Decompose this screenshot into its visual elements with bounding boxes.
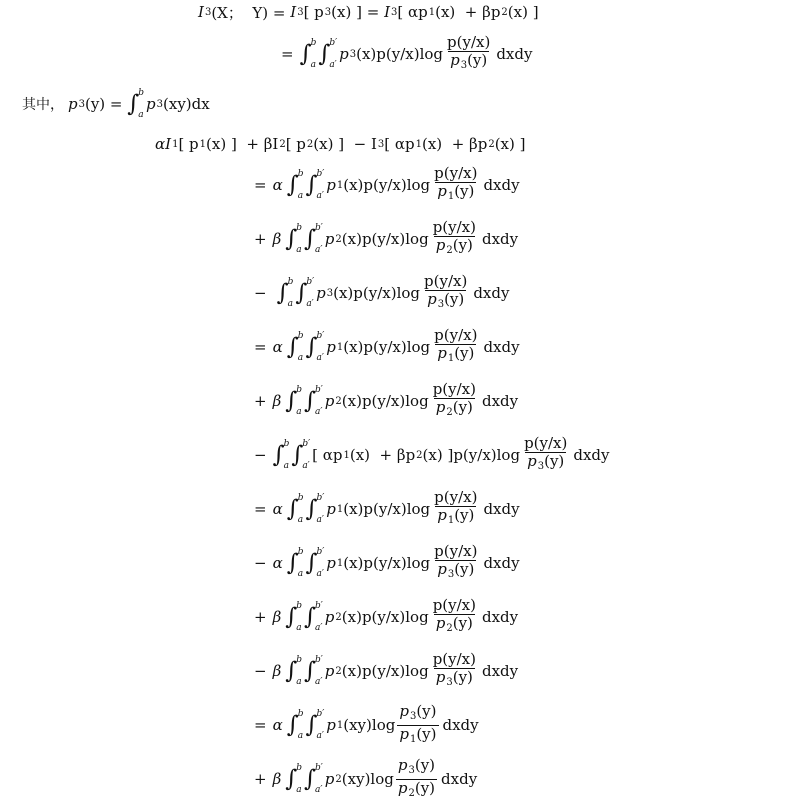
equation-row-3: − ∫ b a ∫ b′ a′ p 3 (x)p(y/x) log $\frac{p(y/x)}{p_3(y)}$ dxdy	[254, 271, 509, 315]
equation-row-5: + β ∫ b a ∫ b′ a′ p 2 (x)p(y/x) log $\frac{p(y/x)}{p_2(y)}$ dxdy	[254, 379, 518, 423]
equation-row-4: = α ∫ b a ∫ b′ a′ p 1 (x)p(y/x) log $\frac{p(y/x)}{p_1(y)}$ dxdy	[254, 325, 520, 369]
equation-row-6: = α ∫ b a ∫ b′ a′ p 1 (x)p(y/x) log $\frac{p(y/x)}{p_1(y)}$ dxdy	[254, 487, 520, 531]
double-integral: ∫ b a ∫ b′ a′	[299, 38, 338, 70]
single-integral: ∫ b a	[127, 88, 145, 120]
fraction: $\frac{p(y/x)}{p_3(y)}$	[445, 34, 492, 74]
equation-line-2: = ∫ b a ∫ b′ a′ p 3 (x)p(y/x) log $\frac{p(y/x)}{p_3(y)}$ dxdy	[281, 32, 532, 76]
label-qizhong: 其中，	[22, 97, 64, 113]
equation-row-8: + β ∫ b a ∫ b′ a′ p 2 (x)p(y/x) log $\frac{p(y/x)}{p_2(y)}$ dxdy	[254, 595, 518, 639]
equation-row-7: − α ∫ b a ∫ b′ a′ p 1 (x)p(y/x) log $\frac{p(y/x)}{p_3(y)}$ dxdy	[254, 541, 520, 585]
equation-line-3: 其中， p 3 (y) = ∫ b a p 3 (xy)dx	[22, 88, 210, 120]
equation-line-1: I 3 (X； Y) = I 3 [ p 3 (x) ] = I 3 [ αp 1 (x) + βp 2 (x) ]	[198, 3, 539, 22]
equation-row-10: = α ∫ b a ∫ b′ a′ p 1 (xy) log $\frac{p_3(y)}{p_1(y)}$ dxdy	[254, 703, 479, 747]
equation-row-9: − β ∫ b a ∫ b′ a′ p 2 (x)p(y/x) log $\frac{p(y/x)}{p_3(y)}$ dxdy	[254, 649, 518, 693]
equation-line-4: αI 1 [ p 1 (x) ] + βI 2 [ p 2 (x) ] − I 3 [ αp 1 (x) + βp 2 (x) ]	[155, 135, 526, 153]
equation-row-2: + β ∫ b a ∫ b′ a′ p 2 (x)p(y/x) log $\frac{p(y/x)}{p_2(y)}$ dxdy	[254, 217, 518, 261]
symbol: I	[198, 3, 204, 21]
equation-row-1: = α ∫ b a ∫ b′ a′ p 1 (x)p(y/x) log $\frac{p(y/x)}{p_1(y)}$ dxdy	[254, 163, 520, 207]
equation-row-11: + β ∫ b a ∫ b′ a′ p 2 (xy) log $\frac{p_3(y)}{p_2(y)}$ dxdy	[254, 757, 477, 801]
equation-row-mixture: − ∫ b a ∫ b′ a′ [ αp 1 (x) + βp 2 (x) ]p(y/x) log $\frac{p(y/x)}{p_3(y)}$ dxdy	[254, 433, 610, 477]
